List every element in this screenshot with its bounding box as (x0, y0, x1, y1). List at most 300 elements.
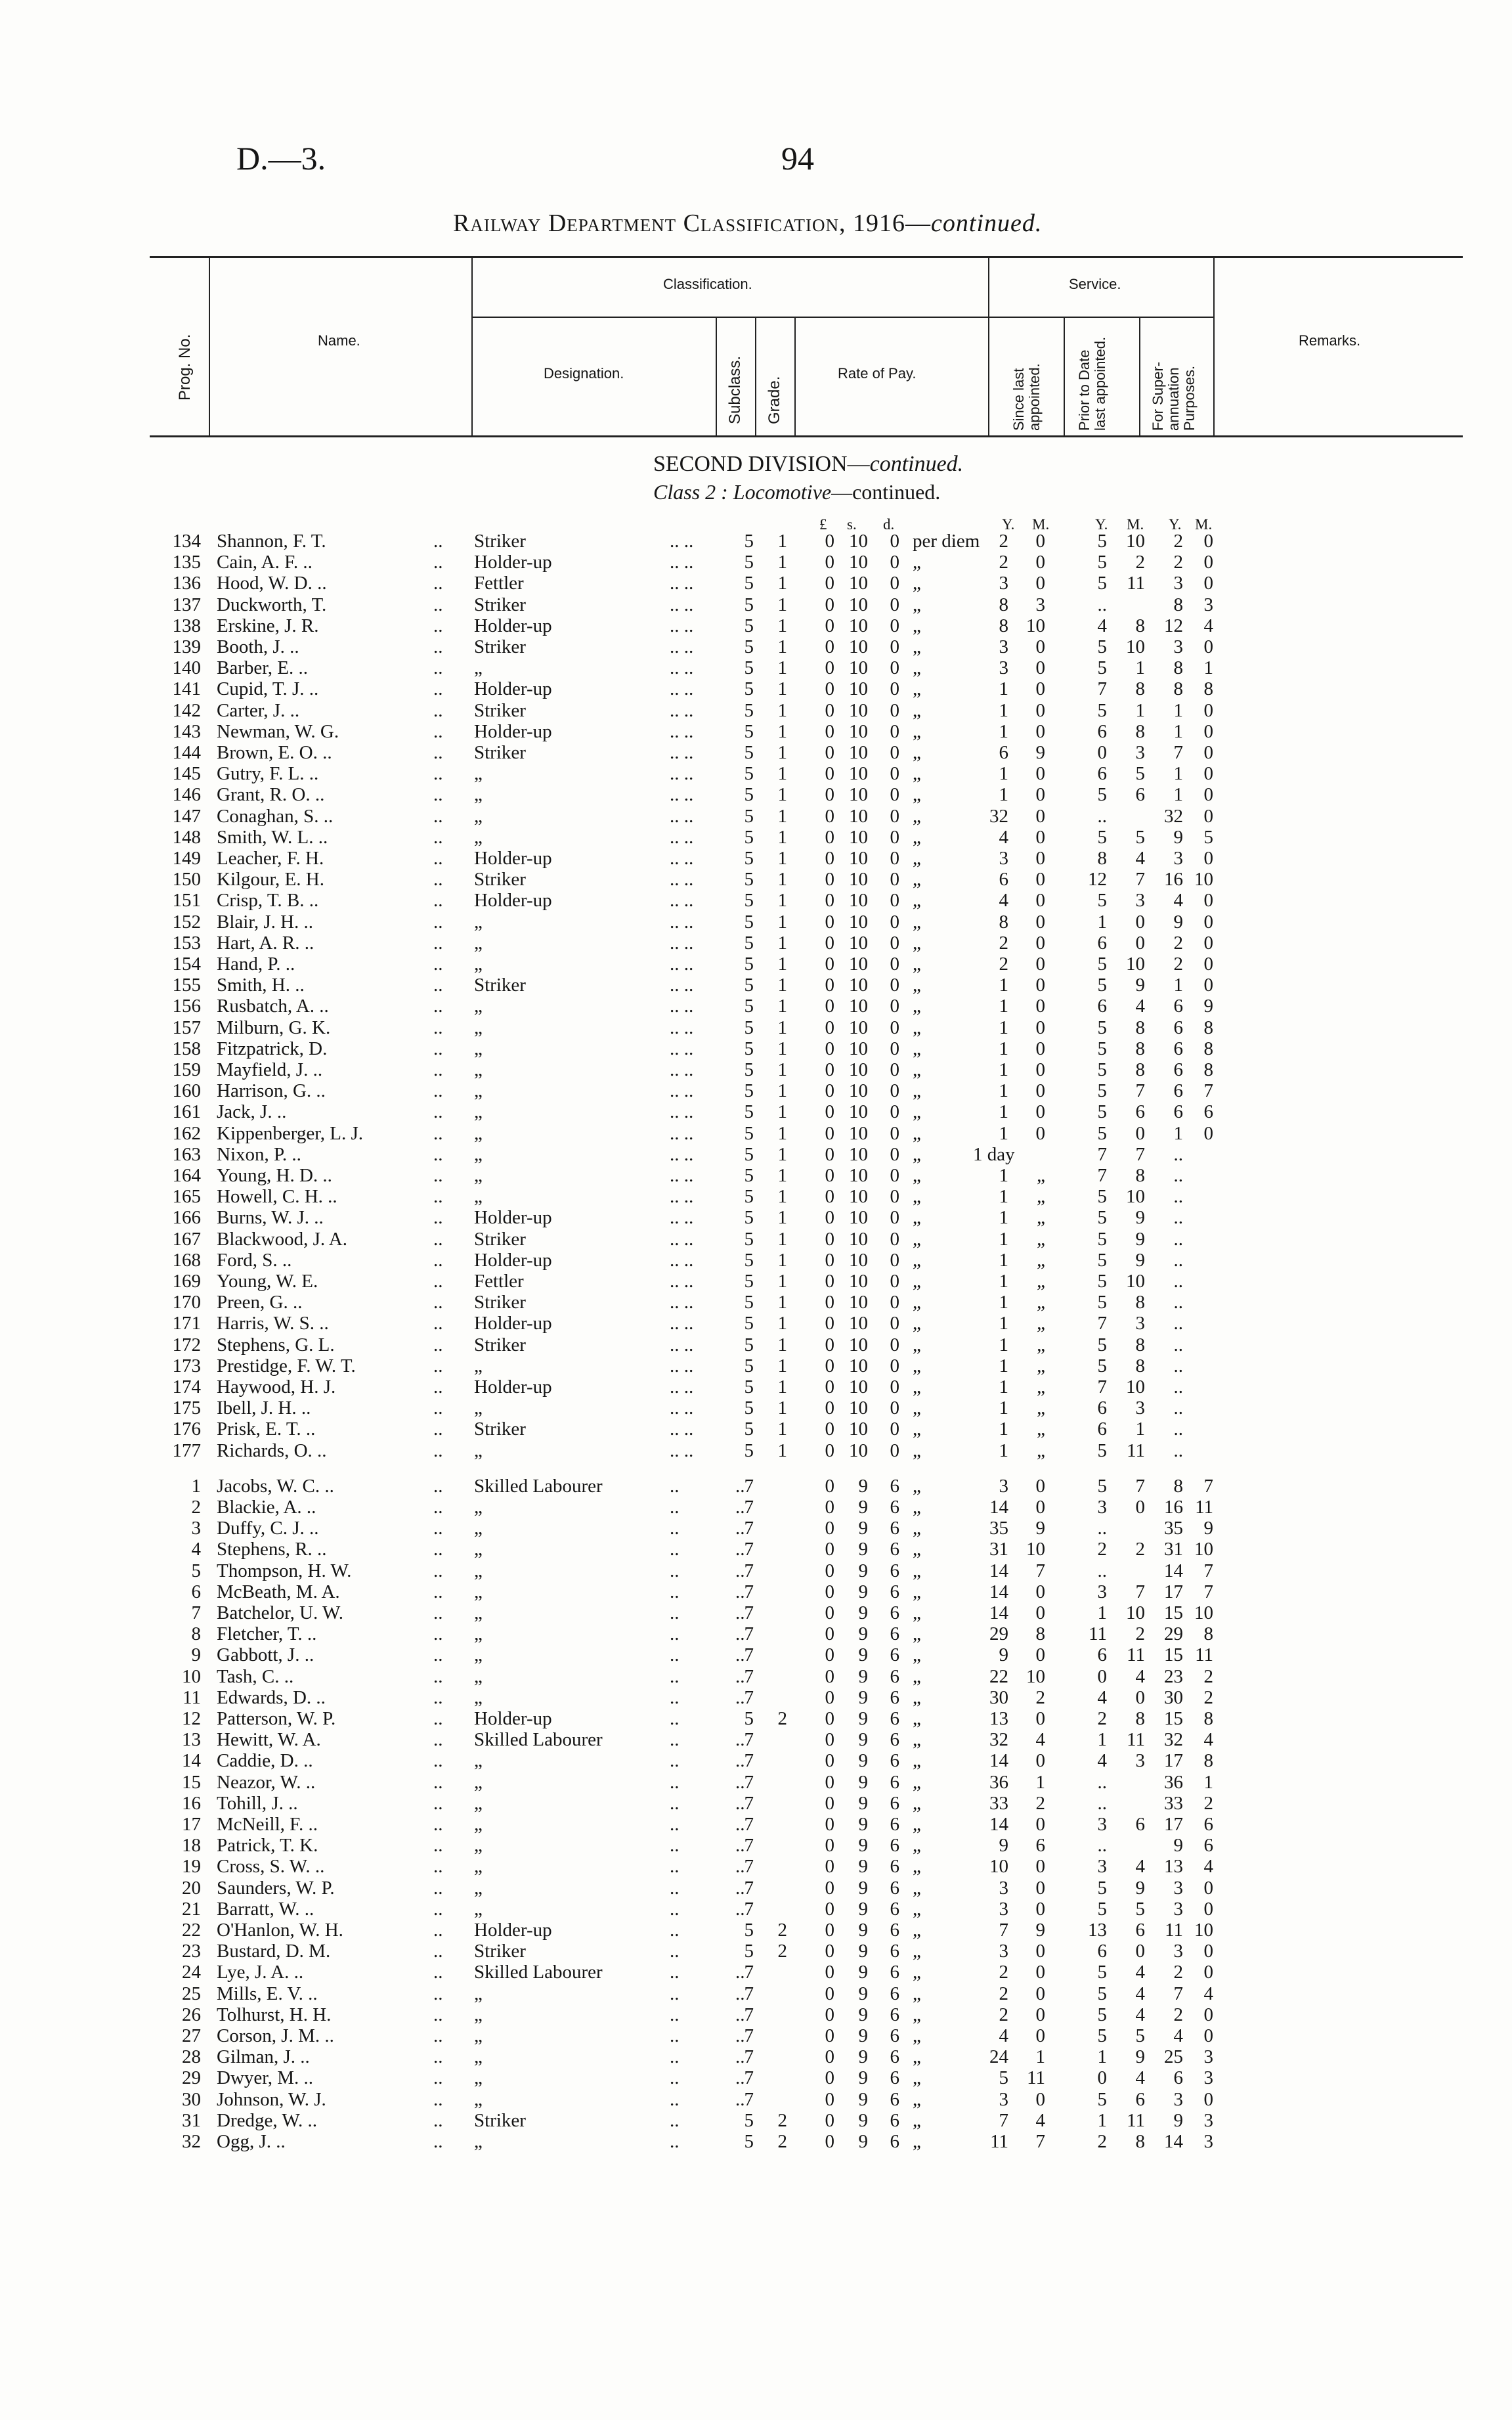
employee-name: Ibell, J. H. .. (217, 1397, 311, 1419)
pay-pounds: 0 (825, 1143, 834, 1165)
pay-pence: 0 (890, 1207, 899, 1229)
subclass: 5 (744, 1228, 754, 1250)
prog-no: 135 (172, 552, 201, 573)
pay-pence: 0 (890, 1313, 899, 1334)
grade: 1 (777, 1376, 787, 1397)
designation: „ (474, 1440, 483, 1461)
since-years: 8 (999, 594, 1008, 615)
table-row (0, 700, 1512, 721)
leader-dots: .. .. (670, 890, 694, 912)
pay-pounds: 0 (825, 1539, 834, 1560)
since-months: 0 (1035, 975, 1045, 996)
since-months: 4 (1035, 2109, 1045, 2131)
prior-months: 11 (1127, 1644, 1145, 1666)
prior-years: .. (1097, 805, 1107, 827)
subclass: 5 (744, 1017, 754, 1038)
prog-no: 139 (172, 636, 201, 657)
super-years: .. (1173, 1419, 1183, 1440)
super-years: 8 (1173, 594, 1183, 615)
table-row (0, 1355, 1512, 1376)
super-months: 6 (1203, 1814, 1213, 1835)
prior-months: 6 (1135, 1920, 1145, 1941)
prior-years: 5 (1097, 826, 1107, 848)
pay-pounds: 0 (825, 1814, 834, 1835)
pay-period: „ (913, 699, 921, 721)
pay-pence: 6 (890, 1729, 899, 1751)
prior-months: 10 (1126, 531, 1145, 552)
leader-dots: .. (670, 1602, 680, 1623)
pay-period: „ (913, 2046, 921, 2068)
prog-no: 27 (182, 2025, 201, 2046)
subclass: 5 (744, 1334, 754, 1355)
since-years: 1 (999, 975, 1008, 996)
table-row (0, 636, 1512, 657)
leader-dots: .. .. (670, 1017, 694, 1038)
super-months: 0 (1203, 552, 1213, 573)
leader-dots: .. (670, 2004, 680, 2025)
super-years: 6 (1173, 2067, 1183, 2089)
pay-pence: 6 (890, 1581, 899, 1602)
leader-dots: .. .. (670, 1249, 694, 1271)
subclass: 7 (744, 1877, 754, 1899)
prog-no: 152 (172, 911, 201, 933)
document-code: D.—3. (236, 140, 326, 177)
prior-months: 8 (1135, 1355, 1145, 1376)
grade: 1 (777, 848, 787, 869)
unit-years: Y. (1095, 516, 1108, 533)
prior-months: 8 (1135, 720, 1145, 742)
leader-dots: .. (433, 1313, 443, 1334)
super-years: 17 (1164, 1750, 1183, 1772)
super-years: 7 (1173, 742, 1183, 763)
pay-period: „ (913, 1686, 921, 1708)
prog-no: 19 (182, 1856, 201, 1878)
since-years: 1 (999, 784, 1008, 806)
leader-dots: .. (433, 1440, 443, 1461)
grade: 1 (777, 911, 787, 933)
since-years: 22 (989, 1665, 1008, 1687)
prior-years: 3 (1097, 1497, 1107, 1518)
leader-dots: .. (670, 2088, 680, 2110)
prior-years: 5 (1097, 890, 1107, 912)
super-years: .. (1173, 1186, 1183, 1208)
grade: 1 (777, 932, 787, 954)
pay-shillings: 9 (858, 1856, 868, 1878)
super-years: 8 (1173, 657, 1183, 679)
since-years: 6 (999, 869, 1008, 891)
prior-years: .. (1097, 1792, 1107, 1814)
since-years: 2 (999, 954, 1008, 975)
designation: „ (474, 1581, 483, 1602)
super-months: 10 (1194, 869, 1213, 891)
super-months: 0 (1203, 805, 1213, 827)
grade: 1 (777, 1249, 787, 1271)
since-months: 0 (1035, 1877, 1045, 1899)
leader-dots: .. (433, 573, 443, 594)
super-years: 6 (1173, 1017, 1183, 1038)
subclass: 5 (744, 1440, 754, 1461)
pay-pence: 6 (890, 2067, 899, 2089)
prior-months: 8 (1135, 1165, 1145, 1186)
pay-pence: 0 (890, 531, 899, 552)
pay-pounds: 0 (825, 1186, 834, 1208)
designation: „ (474, 1665, 483, 1687)
pay-shillings: 10 (849, 1271, 868, 1292)
since-years: 3 (999, 1941, 1008, 1962)
since-months: 10 (1026, 1665, 1045, 1687)
grade: 1 (777, 1397, 787, 1419)
header-subclass: Subclass. (726, 355, 744, 424)
leader-dots: .. .. (670, 869, 694, 891)
header-remarks: Remarks. (1299, 332, 1361, 349)
since-months: 0 (1035, 552, 1045, 573)
prior-months: 5 (1135, 763, 1145, 785)
leader-dots: .. .. (670, 1440, 694, 1461)
leader-dots: .. (433, 1122, 443, 1144)
pay-pounds: 0 (825, 1644, 834, 1666)
subclass: 7 (744, 1623, 754, 1645)
designation: Striker (474, 742, 526, 763)
subclass: 7 (744, 1602, 754, 1623)
table-row (0, 1814, 1512, 1835)
employee-name: Jack, J. .. (217, 1101, 287, 1123)
since-years: 31 (989, 1539, 1008, 1560)
pay-pence: 0 (890, 678, 899, 700)
table-row (0, 1708, 1512, 1729)
designation: „ (474, 1355, 483, 1376)
super-years: 3 (1173, 636, 1183, 657)
prog-no: 149 (172, 848, 201, 869)
prog-no: 6 (191, 1581, 201, 1602)
table-row (0, 1038, 1512, 1059)
pay-pence: 0 (890, 1440, 899, 1461)
prog-no: 165 (172, 1186, 201, 1208)
prior-years: 6 (1097, 1644, 1107, 1666)
pay-pounds: 0 (825, 2046, 834, 2068)
since-years: 2 (999, 531, 1008, 552)
pay-period: „ (913, 805, 921, 827)
super-months: 0 (1203, 1898, 1213, 1920)
super-years: .. (1173, 1292, 1183, 1313)
pay-period: „ (913, 784, 921, 806)
since-months: 9 (1035, 1518, 1045, 1539)
prior-months: 4 (1135, 1962, 1145, 1983)
prior-months: 5 (1135, 1898, 1145, 1920)
employee-name: Stephens, R. .. (217, 1539, 327, 1560)
grade: 1 (777, 1334, 787, 1355)
prog-no: 148 (172, 826, 201, 848)
since-months: 0 (1035, 531, 1045, 552)
leader-dots: .. (670, 1497, 680, 1518)
pay-pence: 0 (890, 720, 899, 742)
pay-period: „ (913, 975, 921, 996)
designation: „ (474, 1143, 483, 1165)
since-years: 1 (999, 1101, 1008, 1123)
leader-dots: .. .. (670, 1101, 694, 1123)
prog-no: 8 (191, 1623, 201, 1645)
pay-period: „ (913, 1835, 921, 1857)
super-years: 4 (1173, 890, 1183, 912)
table-row (0, 1835, 1512, 1856)
since-months: 1 (1035, 2046, 1045, 2068)
grade: 1 (777, 1271, 787, 1292)
prior-years: 5 (1097, 1059, 1107, 1080)
pay-pounds: 0 (825, 848, 834, 869)
leader-dots: .. (433, 1397, 443, 1419)
since-months: 7 (1035, 2131, 1045, 2152)
pay-pounds: 0 (825, 1228, 834, 1250)
since-years: 2 (999, 2004, 1008, 2025)
designation: „ (474, 954, 483, 975)
leader-dots: .. .. (670, 932, 694, 954)
subclass: 5 (744, 954, 754, 975)
since-years: 3 (999, 1898, 1008, 1920)
subclass: 5 (744, 594, 754, 615)
since-years: 4 (999, 890, 1008, 912)
prior-years: 5 (1097, 1440, 1107, 1461)
header-for-super: For Super-annuation Purposes. (1150, 361, 1198, 431)
leader-dots: .. (433, 1560, 443, 1581)
subclass: 7 (744, 1518, 754, 1539)
pay-period: „ (913, 763, 921, 785)
pay-period: „ (913, 1581, 921, 1602)
leader-dots: .. .. (670, 678, 694, 700)
pay-period: „ (913, 1941, 921, 1962)
pay-period: „ (913, 996, 921, 1017)
table-row (0, 1123, 1512, 1144)
leader-dots: .. (433, 531, 443, 552)
super-months: 0 (1203, 1122, 1213, 1144)
subclass: 7 (744, 1497, 754, 1518)
pay-pounds: 0 (825, 1059, 834, 1080)
pay-shillings: 10 (849, 1038, 868, 1059)
employee-name: Leacher, F. H. (217, 848, 324, 869)
prior-months: 8 (1135, 2131, 1145, 2152)
pay-period: „ (913, 720, 921, 742)
since-years: 3 (999, 1877, 1008, 1899)
since-years: 11 (990, 2131, 1008, 2152)
prior-months: 0 (1135, 1686, 1145, 1708)
super-months: 0 (1203, 954, 1213, 975)
subclass: 7 (744, 1560, 754, 1581)
leader-dots: .. .. (670, 699, 694, 721)
leader-dots: .. (433, 1623, 443, 1645)
table-row (0, 2089, 1512, 2110)
leader-dots: .. (433, 2067, 443, 2089)
pay-period: „ (913, 573, 921, 594)
leader-dots: .. (433, 975, 443, 996)
prior-months: 8 (1135, 1059, 1145, 1080)
pay-period: „ (913, 1475, 921, 1497)
subclass: 5 (744, 742, 754, 763)
prior-years: 3 (1097, 1814, 1107, 1835)
super-months: 0 (1203, 975, 1213, 996)
subclass: 7 (744, 1686, 754, 1708)
super-months: 0 (1203, 699, 1213, 721)
leader-dots: .. .. (670, 1313, 694, 1334)
leader-dots: .. (433, 2088, 443, 2110)
pay-shillings: 10 (849, 1313, 868, 1334)
table-row (0, 827, 1512, 848)
since-months: 0 (1035, 1708, 1045, 1729)
pay-shillings: 9 (858, 1983, 868, 2004)
super-years: 6 (1173, 1101, 1183, 1123)
since-months: 0 (1035, 720, 1045, 742)
prog-no: 163 (172, 1143, 201, 1165)
prior-years: 5 (1097, 1122, 1107, 1144)
leader-dots: .. .. (670, 954, 694, 975)
prior-months: 11 (1127, 2109, 1145, 2131)
prog-no: 147 (172, 805, 201, 827)
pay-shillings: 10 (849, 911, 868, 933)
prog-no: 173 (172, 1355, 201, 1376)
super-years: 29 (1164, 1623, 1183, 1645)
prior-months: 4 (1135, 996, 1145, 1017)
leader-dots: .. (433, 1017, 443, 1038)
leader-dots: .. (735, 1792, 745, 1814)
prior-months: 10 (1126, 1376, 1145, 1397)
designation: Holder-up (474, 890, 552, 912)
pay-shillings: 10 (849, 636, 868, 657)
header-prior-to: Prior to Date last appointed. (1076, 336, 1108, 431)
designation: „ (474, 1771, 483, 1793)
since-months: 0 (1035, 2004, 1045, 2025)
leader-dots: .. .. (670, 1165, 694, 1186)
leader-dots: .. (433, 1983, 443, 2004)
table-row (0, 1250, 1512, 1271)
subclass: 5 (744, 1143, 754, 1165)
leader-dots: .. (433, 996, 443, 1017)
designation: „ (474, 1686, 483, 1708)
since-months: 0 (1035, 1122, 1045, 1144)
pay-period: „ (913, 1419, 921, 1440)
since-years: 35 (989, 1518, 1008, 1539)
prior-months: 1 (1135, 699, 1145, 721)
prior-years: .. (1097, 594, 1107, 615)
page-title-cont: continued. (931, 209, 1043, 237)
designation: „ (474, 763, 483, 785)
super-years: .. (1173, 1143, 1183, 1165)
pay-shillings: 9 (858, 1518, 868, 1539)
grade: 1 (777, 1165, 787, 1186)
unit-years: Y. (1169, 516, 1182, 533)
pay-pence: 0 (890, 1122, 899, 1144)
pay-pence: 0 (890, 1228, 899, 1250)
table-row (0, 1602, 1512, 1623)
pay-shillings: 9 (858, 1560, 868, 1581)
since-years: 1 (999, 1271, 1008, 1292)
table-row (0, 552, 1512, 573)
pay-period: „ (913, 1729, 921, 1751)
super-months: 5 (1203, 826, 1213, 848)
grade: 1 (777, 1186, 787, 1208)
table-row (0, 657, 1512, 678)
subclass: 7 (744, 1475, 754, 1497)
since-months: 10 (1026, 615, 1045, 636)
super-years: 15 (1164, 1644, 1183, 1666)
pay-pounds: 0 (825, 742, 834, 763)
pay-pence: 0 (890, 1017, 899, 1038)
subclass: 5 (744, 1207, 754, 1229)
super-years: 3 (1173, 1898, 1183, 1920)
leader-dots: .. (670, 1581, 680, 1602)
designation: „ (474, 1122, 483, 1144)
table-row (0, 531, 1512, 552)
since-years: 14 (989, 1750, 1008, 1772)
leader-dots: .. (735, 1898, 745, 1920)
pay-period: „ (913, 1186, 921, 1208)
subclass: 5 (744, 573, 754, 594)
prior-years: .. (1097, 1518, 1107, 1539)
pay-pence: 0 (890, 1419, 899, 1440)
leader-dots: .. (735, 1581, 745, 1602)
header-service: Service. (1069, 276, 1121, 292)
leader-dots: .. (433, 848, 443, 869)
designation: „ (474, 2025, 483, 2046)
page-title: Railway Department Classification, 1916—continued. (453, 209, 1043, 237)
since-years: 14 (989, 1581, 1008, 1602)
super-years: .. (1173, 1313, 1183, 1334)
prog-no: 10 (182, 1665, 201, 1687)
prior-months: 4 (1135, 2004, 1145, 2025)
pay-shillings: 9 (858, 1877, 868, 1899)
pay-shillings: 9 (858, 2131, 868, 2152)
pay-shillings: 9 (858, 1771, 868, 1793)
super-years: 6 (1173, 1038, 1183, 1059)
table-row (0, 2110, 1512, 2131)
pay-period: „ (913, 1249, 921, 1271)
since-months: „ (1037, 1419, 1045, 1440)
leader-dots: .. (433, 1792, 443, 1814)
super-years: 14 (1164, 1560, 1183, 1581)
since-months: 11 (1027, 2067, 1045, 2089)
prog-no: 145 (172, 763, 201, 785)
grade: 1 (777, 784, 787, 806)
section-class: Class 2 : Locomotive—continued. (653, 480, 941, 504)
designation: Skilled Labourer (474, 1962, 603, 1983)
prog-no: 20 (182, 1877, 201, 1899)
super-months: 11 (1195, 1497, 1213, 1518)
leader-dots: .. (670, 1792, 680, 1814)
employee-name: Fitzpatrick, D. (217, 1038, 328, 1059)
employee-name: Carter, J. .. (217, 699, 300, 721)
table-row (0, 1729, 1512, 1750)
since-months: 0 (1035, 678, 1045, 700)
super-years: 1 (1173, 699, 1183, 721)
prior-months: 10 (1126, 636, 1145, 657)
prior-years: 5 (1097, 699, 1107, 721)
prog-no: 168 (172, 1249, 201, 1271)
pay-pence: 0 (890, 1397, 899, 1419)
pay-pounds: 0 (825, 911, 834, 933)
super-years: 17 (1164, 1814, 1183, 1835)
super-months: 10 (1194, 1602, 1213, 1623)
since-months: 0 (1035, 1059, 1045, 1080)
subclass: 5 (744, 763, 754, 785)
prior-years: 5 (1097, 2025, 1107, 2046)
unit-pound: £ (819, 516, 827, 533)
leader-dots: .. (433, 1962, 443, 1983)
employee-name: O'Hanlon, W. H. (217, 1920, 343, 1941)
pay-pence: 0 (890, 805, 899, 827)
super-months: 4 (1203, 1983, 1213, 2004)
employee-name: Blackie, A. .. (217, 1497, 316, 1518)
since-years: 1 (999, 1334, 1008, 1355)
pay-pence: 0 (890, 742, 899, 763)
pay-pence: 6 (890, 2109, 899, 2131)
pay-period: „ (913, 636, 921, 657)
pay-pence: 0 (890, 848, 899, 869)
